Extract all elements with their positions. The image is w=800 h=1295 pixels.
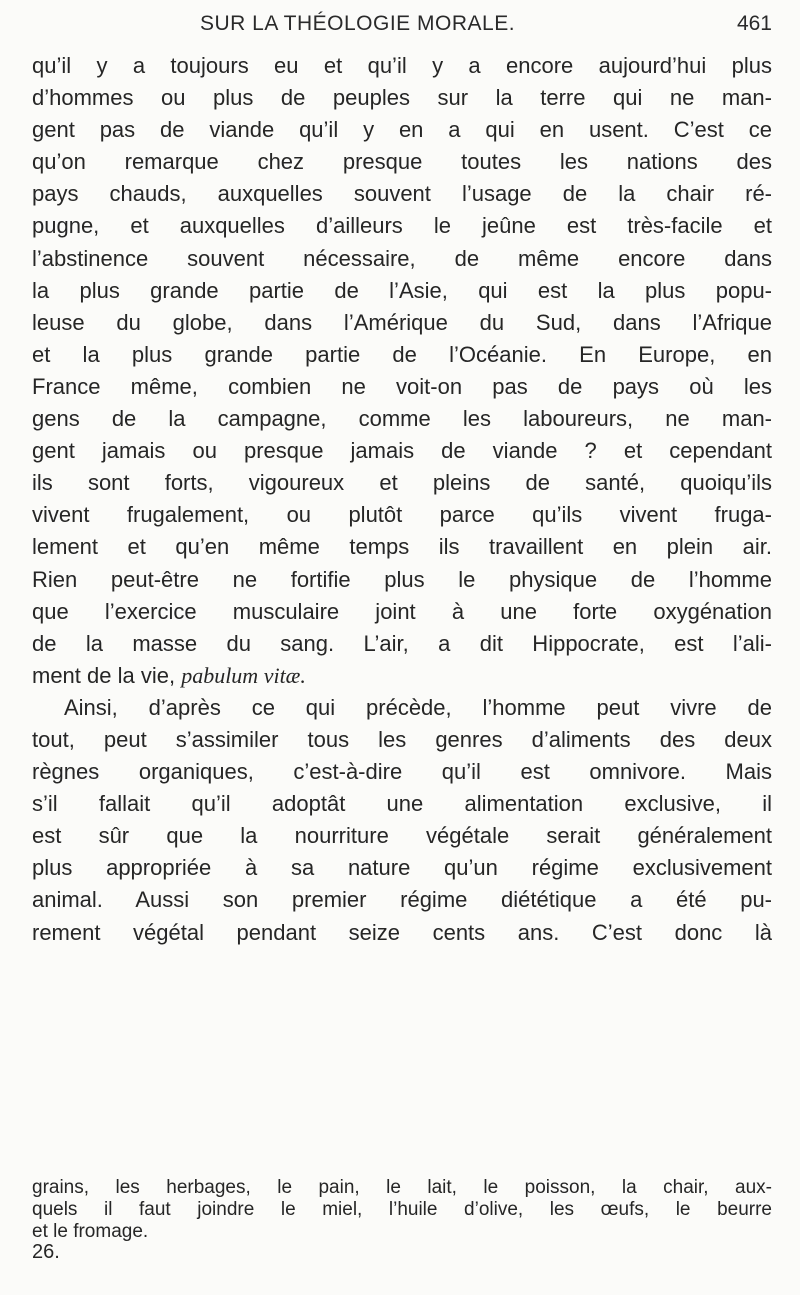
text-line: France même, combien ne voit-on pas de pays où les	[32, 373, 772, 399]
text-line: la plus grande partie de l’Asie, qui est la plus popu-	[32, 277, 772, 303]
text-line: qu’il y a toujours eu et qu’il y a encore aujourd’hui plus	[32, 53, 772, 78]
footnote-line: quels il faut joindre le miel, l’huile d’olive, les œufs, le beurre	[32, 1199, 772, 1220]
text-line: pays chauds, auxquelles souvent l’usage de la chair ré-	[32, 181, 772, 207]
text-line: d’hommes ou plus de peuples sur la terre qui ne man-	[32, 85, 772, 111]
footnote-line: grains, les herbages, le pain, le lait, le poisson, la chair, aux-	[32, 1177, 772, 1198]
text-line: que l’exercice musculaire joint à une forte oxygénation	[32, 598, 772, 624]
text-line: qu’on remarque chez presque toutes les nations des	[32, 149, 772, 175]
text-line: l’abstinence souvent nécessaire, de même encore dans	[32, 245, 772, 271]
running-title: SUR LA THÉOLOGIE MORALE.	[200, 12, 516, 35]
text-line: règnes organiques, c’est-à-dire qu’il est omnivore. Mais	[32, 759, 772, 785]
text-line: leuse du globe, dans l’Amérique du Sud, dans l’Afrique	[32, 309, 772, 335]
text-line: rement végétal pendant seize cents ans. C’est donc là	[32, 919, 772, 945]
text-line: de la masse du sang. L’air, a dit Hippocrate, est l’ali-	[32, 630, 772, 656]
text-span: ment de la vie,	[32, 662, 182, 688]
text-line: lement et qu’en même temps ils travaillent en plein air.	[32, 534, 772, 560]
text-line-paragraph-start: Ainsi, d’après ce qui précède, l’homme peut vivre de	[64, 694, 772, 720]
text-line: gens de la campagne, comme les laboureurs, ne man-	[32, 406, 772, 432]
text-line: Rien peut-être ne fortifie plus le physique de l’homme	[32, 566, 772, 592]
text-line: plus appropriée à sa nature qu’un régime exclusivement	[32, 855, 772, 881]
text-line: ils sont forts, vigoureux et pleins de santé, quoiqu’ils	[32, 470, 772, 496]
body-text	[32, 50, 772, 949]
latin-phrase: pabulum vitæ.	[181, 662, 306, 688]
text-line: animal. Aussi son premier régime diététique a été pu-	[32, 887, 772, 913]
signature-mark: 26.	[32, 1241, 60, 1263]
text-line: s’il fallait qu’il adoptât une alimentation exclusive, il	[32, 791, 772, 817]
footnote-line: et le fromage.	[32, 1221, 149, 1242]
page-number: 461	[736, 12, 772, 35]
text-line: et la plus grande partie de l’Océanie. En Europe, en	[32, 341, 772, 367]
text-line: pugne, et auxquelles d’ailleurs le jeûne est très-facile et	[32, 213, 772, 239]
text-line: gent jamais ou presque jamais de viande ? et cependant	[32, 438, 772, 464]
text-line: vivent frugalement, ou plutôt parce qu’ils vivent fruga-	[32, 502, 772, 528]
text-line: gent pas de viande qu’il y en a qui en usent. C’est ce	[32, 117, 772, 143]
text-line-paragraph-end	[32, 660, 772, 692]
footnote	[32, 1177, 772, 1243]
text-line: est sûr que la nourriture végétale serait généralement	[32, 823, 772, 849]
page-header	[32, 12, 772, 42]
text-line: tout, peut s’assimiler tous les genres d’aliments des deux	[32, 726, 772, 752]
